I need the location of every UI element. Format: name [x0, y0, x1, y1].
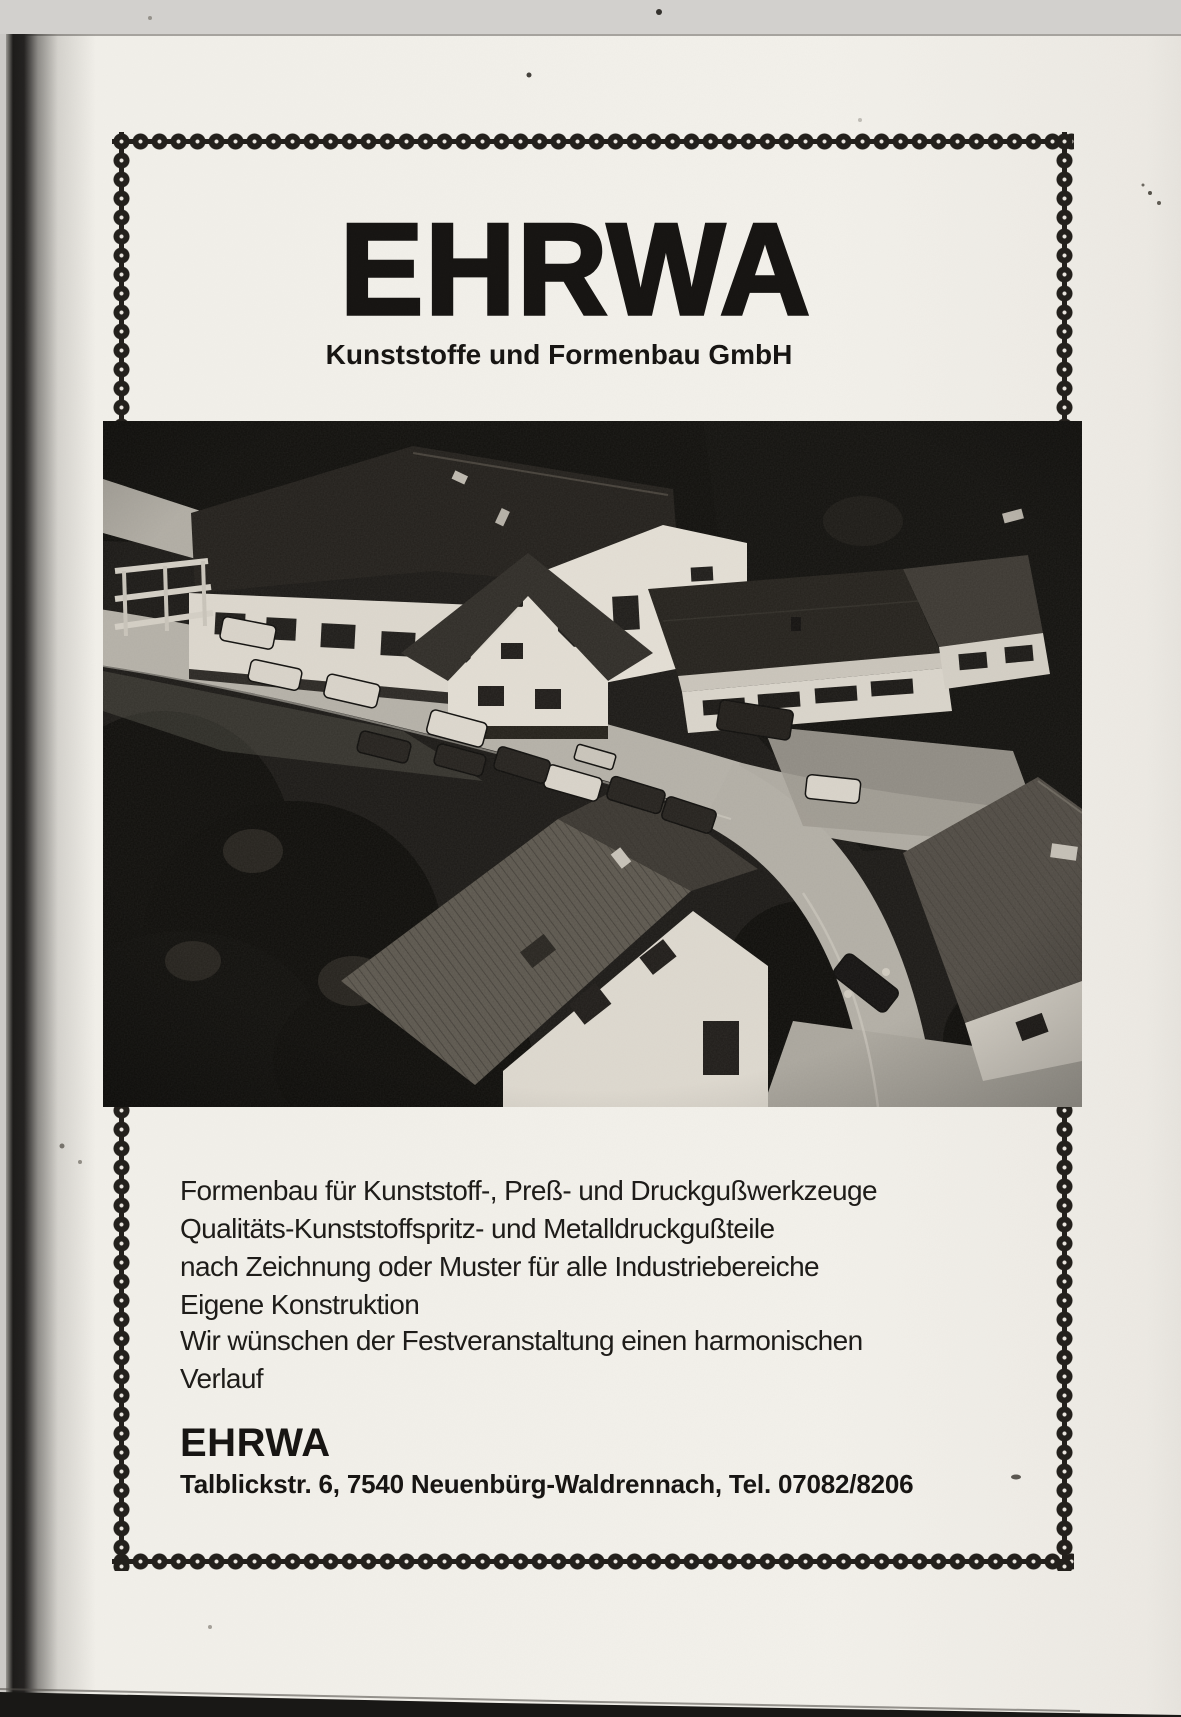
greeting-line: Wir wünschen der Festveranstaltung einen harmonischen	[180, 1325, 863, 1356]
ornamental-border-top	[112, 132, 1074, 151]
body-line: Eigene Konstruktion	[180, 1289, 420, 1320]
aerial-photo	[103, 421, 1082, 1107]
body-line: Formenbau für Kunststoff-, Preß- und Druckgußwerkzeuge	[180, 1175, 877, 1206]
company-logo: EHRWA	[340, 196, 812, 342]
company-subtitle: Kunststoffe und Formenbau GmbH	[325, 339, 793, 370]
company-address: Talblickstr. 6, 7540 Neuenbürg-Waldrennach, Tel. 07082/8206	[180, 1469, 914, 1499]
company-block	[180, 1420, 1010, 1500]
body-text	[180, 1172, 1000, 1324]
greeting-text	[180, 1322, 1000, 1398]
company-name: EHRWA	[180, 1421, 331, 1465]
body-line: nach Zeichnung oder Muster für alle Industriebereiche	[180, 1251, 820, 1282]
greeting-line: Verlauf	[180, 1363, 263, 1394]
ad-header	[122, 196, 1070, 372]
ornamental-border-bottom	[112, 1552, 1074, 1571]
body-line: Qualitäts-Kunststoffspritz- und Metalldruckgußteile	[180, 1213, 775, 1244]
scanner-background	[0, 0, 1181, 34]
